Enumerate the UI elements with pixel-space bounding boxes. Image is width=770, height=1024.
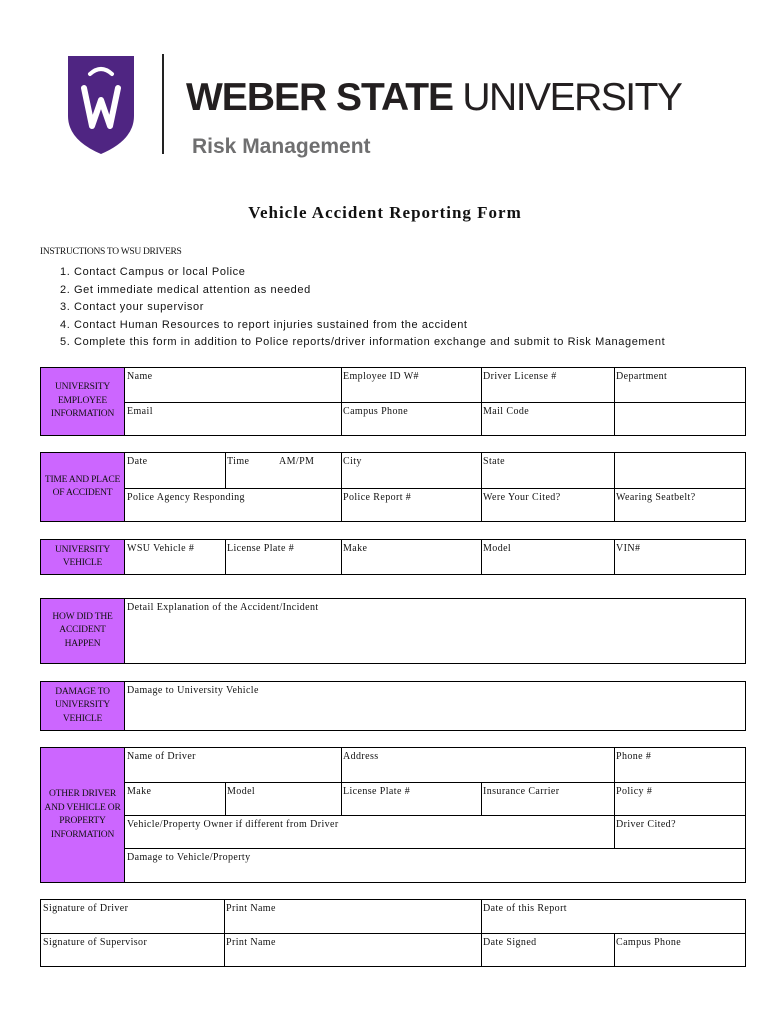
supervisor-print-name-field[interactable]: Print Name: [226, 937, 276, 948]
city-field[interactable]: City: [343, 456, 362, 467]
university-name: WEBER STATE UNIVERSITY: [186, 76, 682, 119]
insurance-carrier-field[interactable]: Insurance Carrier: [483, 786, 560, 797]
campus-phone-field[interactable]: Campus Phone: [343, 406, 409, 417]
date-signed-field[interactable]: Date Signed: [483, 937, 537, 948]
instruction-item: 5. Complete this form in addition to Police reports/driver information exchange and submit to Risk Management: [60, 336, 666, 348]
mail-code-field[interactable]: Mail Code: [483, 406, 530, 417]
print-name-field[interactable]: Print Name: [226, 903, 276, 914]
other-grid: [124, 747, 746, 883]
time-field[interactable]: Time: [227, 456, 250, 467]
employee-id-field[interactable]: Employee ID W#: [343, 371, 419, 382]
police-report-field[interactable]: Police Report #: [343, 492, 412, 503]
vehicle-grid: [124, 539, 746, 575]
time-place-grid: [124, 452, 746, 522]
instruction-item: 3. Contact your supervisor: [60, 301, 204, 313]
instructions-heading: INSTRUCTIONS TO WSU DRIVERS: [40, 247, 182, 257]
vehicle-damage-field[interactable]: Damage to University Vehicle: [127, 685, 259, 696]
license-plate-field[interactable]: License Plate #: [227, 543, 295, 554]
accident-explanation-field[interactable]: Detail Explanation of the Accident/Incident: [127, 602, 319, 613]
wsu-vehicle-field[interactable]: WSU Vehicle #: [127, 543, 195, 554]
employee-grid: [124, 367, 746, 436]
instruction-item: 4. Contact Human Resources to report injuries sustained from the accident: [60, 318, 468, 331]
instructions-list: [60, 264, 665, 352]
other-phone-field[interactable]: Phone #: [616, 751, 652, 762]
damage-section-label: DAMAGE TO UNIVERSITY VEHICLE: [40, 681, 125, 731]
employee-section-label: UNIVERSITY EMPLOYEE INFORMATION: [40, 367, 125, 436]
email-field[interactable]: Email: [127, 406, 153, 417]
property-damage-field[interactable]: Damage to Vehicle/Property: [127, 852, 251, 863]
how-grid: [124, 598, 746, 664]
date-field[interactable]: Date: [127, 456, 148, 467]
report-date-field[interactable]: Date of this Report: [483, 903, 567, 914]
model-field[interactable]: Model: [483, 543, 512, 554]
name-field[interactable]: Name: [127, 371, 153, 382]
other-model-field[interactable]: Model: [227, 786, 256, 797]
damage-grid: [124, 681, 746, 731]
other-make-field[interactable]: Make: [127, 786, 152, 797]
policy-field[interactable]: Policy #: [616, 786, 653, 797]
other-driver-name-field[interactable]: Name of Driver: [127, 751, 196, 762]
supervisor-campus-phone-field[interactable]: Campus Phone: [616, 937, 682, 948]
police-agency-field[interactable]: Police Agency Responding: [127, 492, 245, 503]
other-section-label: OTHER DRIVER AND VEHICLE OR PROPERTY INFORMATION: [40, 747, 125, 883]
instruction-item: 1. Contact Campus or local Police: [60, 266, 246, 278]
logo-divider: [162, 54, 164, 154]
property-owner-field[interactable]: Vehicle/Property Owner if different from Driver: [127, 819, 339, 830]
driver-license-field[interactable]: Driver License #: [483, 371, 557, 382]
signature-grid: [40, 899, 746, 967]
cited-field[interactable]: Were Your Cited?: [483, 492, 561, 503]
vehicle-section-label: UNIVERSITY VEHICLE: [40, 539, 125, 575]
department-name: Risk Management: [192, 135, 371, 158]
driver-cited-field[interactable]: Driver Cited?: [616, 819, 676, 830]
ampm-label: AM/PM: [279, 456, 315, 467]
instruction-item: 2. Get immediate medical attention as needed: [60, 283, 311, 296]
weber-w-shield-icon: [66, 54, 136, 156]
other-license-plate-field[interactable]: License Plate #: [343, 786, 411, 797]
seatbelt-field[interactable]: Wearing Seatbelt?: [616, 492, 696, 503]
supervisor-signature-field[interactable]: Signature of Supervisor: [43, 937, 148, 948]
department-field[interactable]: Department: [616, 371, 668, 382]
state-field[interactable]: State: [483, 456, 505, 467]
other-address-field[interactable]: Address: [343, 751, 379, 762]
form-title: Vehicle Accident Reporting Form: [248, 203, 522, 222]
driver-signature-field[interactable]: Signature of Driver: [43, 903, 129, 914]
time-place-section-label: TIME AND PLACE OF ACCIDENT: [40, 452, 125, 522]
how-section-label: HOW DID THE ACCIDENT HAPPEN: [40, 598, 125, 664]
make-field[interactable]: Make: [343, 543, 368, 554]
vin-field[interactable]: VIN#: [616, 543, 641, 554]
